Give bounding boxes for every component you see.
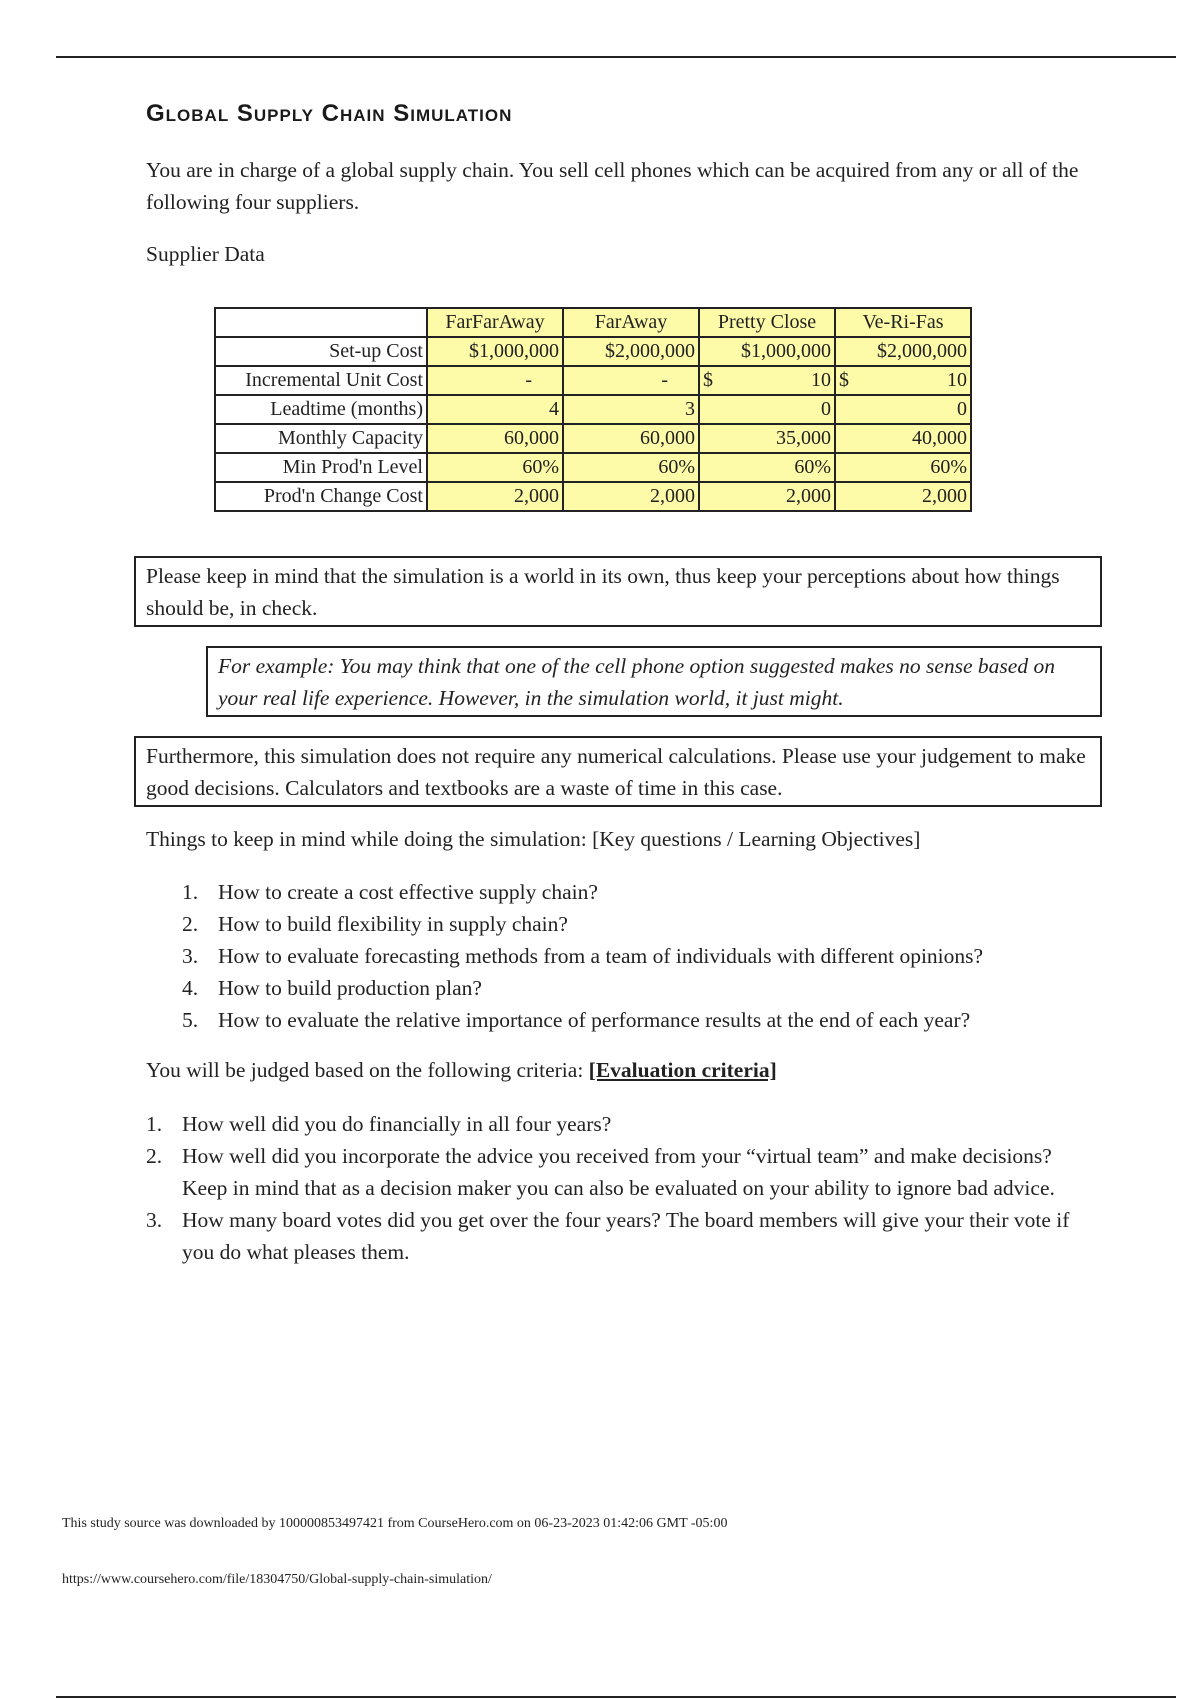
list-text: How to evaluate the relative importance of performance results at the end of each year? (218, 1008, 971, 1032)
row-label: Monthly Capacity (215, 424, 427, 453)
table-cell: 3 (563, 395, 699, 424)
row-label: Min Prod'n Level (215, 453, 427, 482)
table-corner-cell (215, 308, 427, 337)
table-cell: 35,000 (699, 424, 835, 453)
table-cell: 60% (427, 453, 563, 482)
table-cell: 2,000 (563, 482, 699, 511)
currency-symbol: $ (703, 369, 713, 391)
table-cell: 40,000 (835, 424, 971, 453)
list-text: How to create a cost effective supply chain? (218, 880, 598, 904)
list-item (182, 940, 1102, 972)
row-label: Incremental Unit Cost (215, 366, 427, 395)
list-item (182, 1004, 1102, 1036)
table-cell: 2,000 (835, 482, 971, 511)
list-text: How to build flexibility in supply chain? (218, 912, 568, 936)
list-text: How to build production plan? (218, 976, 482, 1000)
row-label: Prod'n Change Cost (215, 482, 427, 511)
table-row (215, 337, 971, 366)
table-cell: 60% (835, 453, 971, 482)
example-note-box: For example: You may think that one of the cell phone option suggested makes no sense based on your real life experience. However, in the simulation world, it just might. (206, 646, 1102, 717)
table-cell: 2,000 (699, 482, 835, 511)
table-cell (835, 366, 971, 395)
table-row (215, 366, 971, 395)
table-cell: 0 (835, 395, 971, 424)
list-item (182, 908, 1102, 940)
column-header: FarAway (563, 308, 699, 337)
key-questions-heading: Things to keep in mind while doing the simulation: [Key questions / Learning Objectives] (146, 827, 921, 851)
table-cell: $1,000,000 (699, 337, 835, 366)
source-url: https://www.coursehero.com/file/18304750/Global-supply-chain-simulation/ (62, 1572, 492, 1587)
table-cell: 60% (563, 453, 699, 482)
table-row (215, 453, 971, 482)
currency-symbol: $ (839, 369, 849, 391)
table-cell: 4 (427, 395, 563, 424)
evaluation-criteria-list (146, 1108, 1096, 1268)
table-cell: - (427, 366, 563, 395)
evaluation-intro (146, 1054, 1096, 1086)
perception-note-box: Please keep in mind that the simulation is a world in its own, thus keep your perceptions about how things should be, in check. (134, 556, 1102, 627)
intro-paragraph: You are in charge of a global supply chain. You sell cell phones which can be acquired from any or all of the following four suppliers. (146, 158, 1079, 214)
supplier-data-label: Supplier Data (146, 242, 265, 266)
list-item (146, 1108, 1096, 1140)
bottom-rule (56, 1696, 1176, 1698)
learning-objectives-list (182, 876, 1102, 1036)
calculation-note-box: Furthermore, this simulation does not require any numerical calculations. Please use your judgement to make good decisions. Calculators and textbooks are a waste of time in this case. (134, 736, 1102, 807)
row-label: Set-up Cost (215, 337, 427, 366)
table-row (215, 395, 971, 424)
list-item (182, 876, 1102, 908)
column-header: FarFarAway (427, 308, 563, 337)
list-text: How to evaluate forecasting methods from a team of individuals with different opinions? (218, 944, 984, 968)
table-cell: 60% (699, 453, 835, 482)
list-number: 1. (182, 880, 199, 904)
table-row (215, 424, 971, 453)
column-header: Ve-Ri-Fas (835, 308, 971, 337)
table-cell: $2,000,000 (835, 337, 971, 366)
table-row (215, 482, 971, 511)
evaluation-criteria-heading: [Evaluation criteria] (588, 1058, 777, 1082)
cell-amount: 10 (811, 369, 831, 391)
table-cell: $1,000,000 (427, 337, 563, 366)
table-cell: 60,000 (427, 424, 563, 453)
list-number: 5. (182, 1008, 199, 1032)
list-item (146, 1204, 1096, 1268)
table-header-row (215, 308, 971, 337)
cell-amount: 10 (947, 369, 967, 391)
list-text: How many board votes did you get over the four years? The board members will give your their vote if you do what pleases them. (182, 1208, 1070, 1264)
table-cell (699, 366, 835, 395)
evaluation-intro-text: You will be judged based on the following criteria: (146, 1058, 589, 1082)
table-cell: $2,000,000 (563, 337, 699, 366)
top-rule (56, 56, 1176, 58)
list-item (182, 972, 1102, 1004)
list-item (146, 1140, 1096, 1204)
list-number: 1. (146, 1112, 163, 1136)
column-header: Pretty Close (699, 308, 835, 337)
table-cell: 0 (699, 395, 835, 424)
supplier-data-table (214, 307, 972, 512)
list-number: 4. (182, 976, 199, 1000)
list-number: 2. (182, 912, 199, 936)
list-number: 3. (146, 1208, 163, 1232)
download-source-note: This study source was downloaded by 100000853497421 from CourseHero.com on 06-23-2023 01:42:06 GMT -05:00 (62, 1516, 728, 1531)
list-number: 2. (146, 1144, 163, 1168)
table-cell: 60,000 (563, 424, 699, 453)
row-label: Leadtime (months) (215, 395, 427, 424)
table-cell: 2,000 (427, 482, 563, 511)
list-text: How well did you incorporate the advice you received from your “virtual team” and make decisions? Keep in mind that as a decision maker you can also be evaluated on your ability to ignore bad advice. (182, 1144, 1055, 1200)
list-text: How well did you do financially in all four years? (182, 1112, 612, 1136)
list-number: 3. (182, 944, 199, 968)
table-cell: - (563, 366, 699, 395)
page-title: Global Supply Chain Simulation (146, 100, 513, 127)
